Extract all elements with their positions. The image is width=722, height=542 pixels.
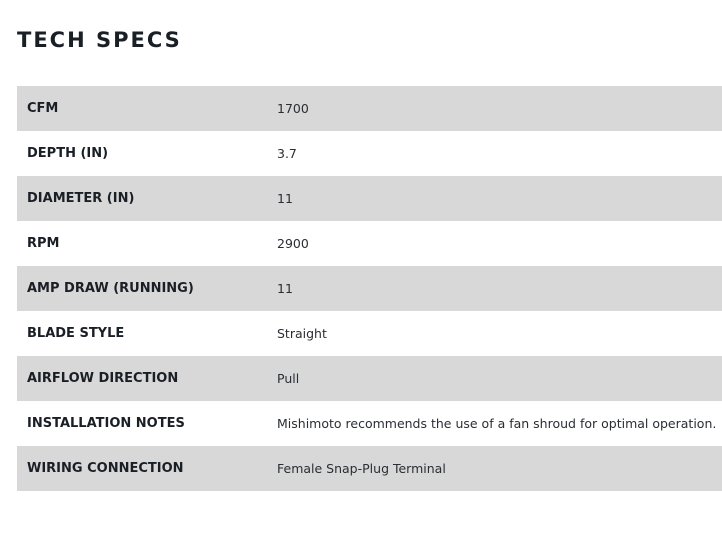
spec-row-blade-style [17, 311, 722, 356]
spec-label: WIRING CONNECTION [27, 461, 184, 476]
spec-row-cfm [17, 86, 722, 131]
spec-value: 3.7 [277, 146, 297, 161]
spec-row-amp-draw [17, 266, 722, 311]
spec-row-airflow-direction [17, 356, 722, 401]
spec-value: Pull [277, 371, 300, 386]
spec-value: Straight [277, 326, 327, 341]
spec-label: BLADE STYLE [27, 326, 125, 341]
spec-row-depth [17, 131, 722, 176]
spec-label: DEPTH (IN) [27, 146, 109, 161]
spec-value: 1700 [277, 101, 309, 116]
spec-value: Mishimoto recommends the use of a fan shroud for optimal operation. [277, 416, 717, 431]
spec-label: INSTALLATION NOTES [27, 416, 185, 431]
spec-row-installation-notes [17, 401, 722, 446]
spec-label: CFM [27, 101, 59, 116]
spec-value: Female Snap-Plug Terminal [277, 461, 446, 476]
spec-label: AIRFLOW DIRECTION [27, 371, 179, 386]
spec-value: 2900 [277, 236, 309, 251]
spec-label: DIAMETER (IN) [27, 191, 135, 206]
spec-row-wiring-connection [17, 446, 722, 491]
spec-value: 11 [277, 191, 293, 206]
section-title: TECH SPECS [17, 28, 182, 52]
tech-specs-table [17, 86, 722, 491]
spec-row-rpm [17, 221, 722, 266]
spec-label: RPM [27, 236, 60, 251]
spec-row-diameter [17, 176, 722, 221]
spec-label: AMP DRAW (RUNNING) [27, 281, 194, 296]
spec-value: 11 [277, 281, 293, 296]
